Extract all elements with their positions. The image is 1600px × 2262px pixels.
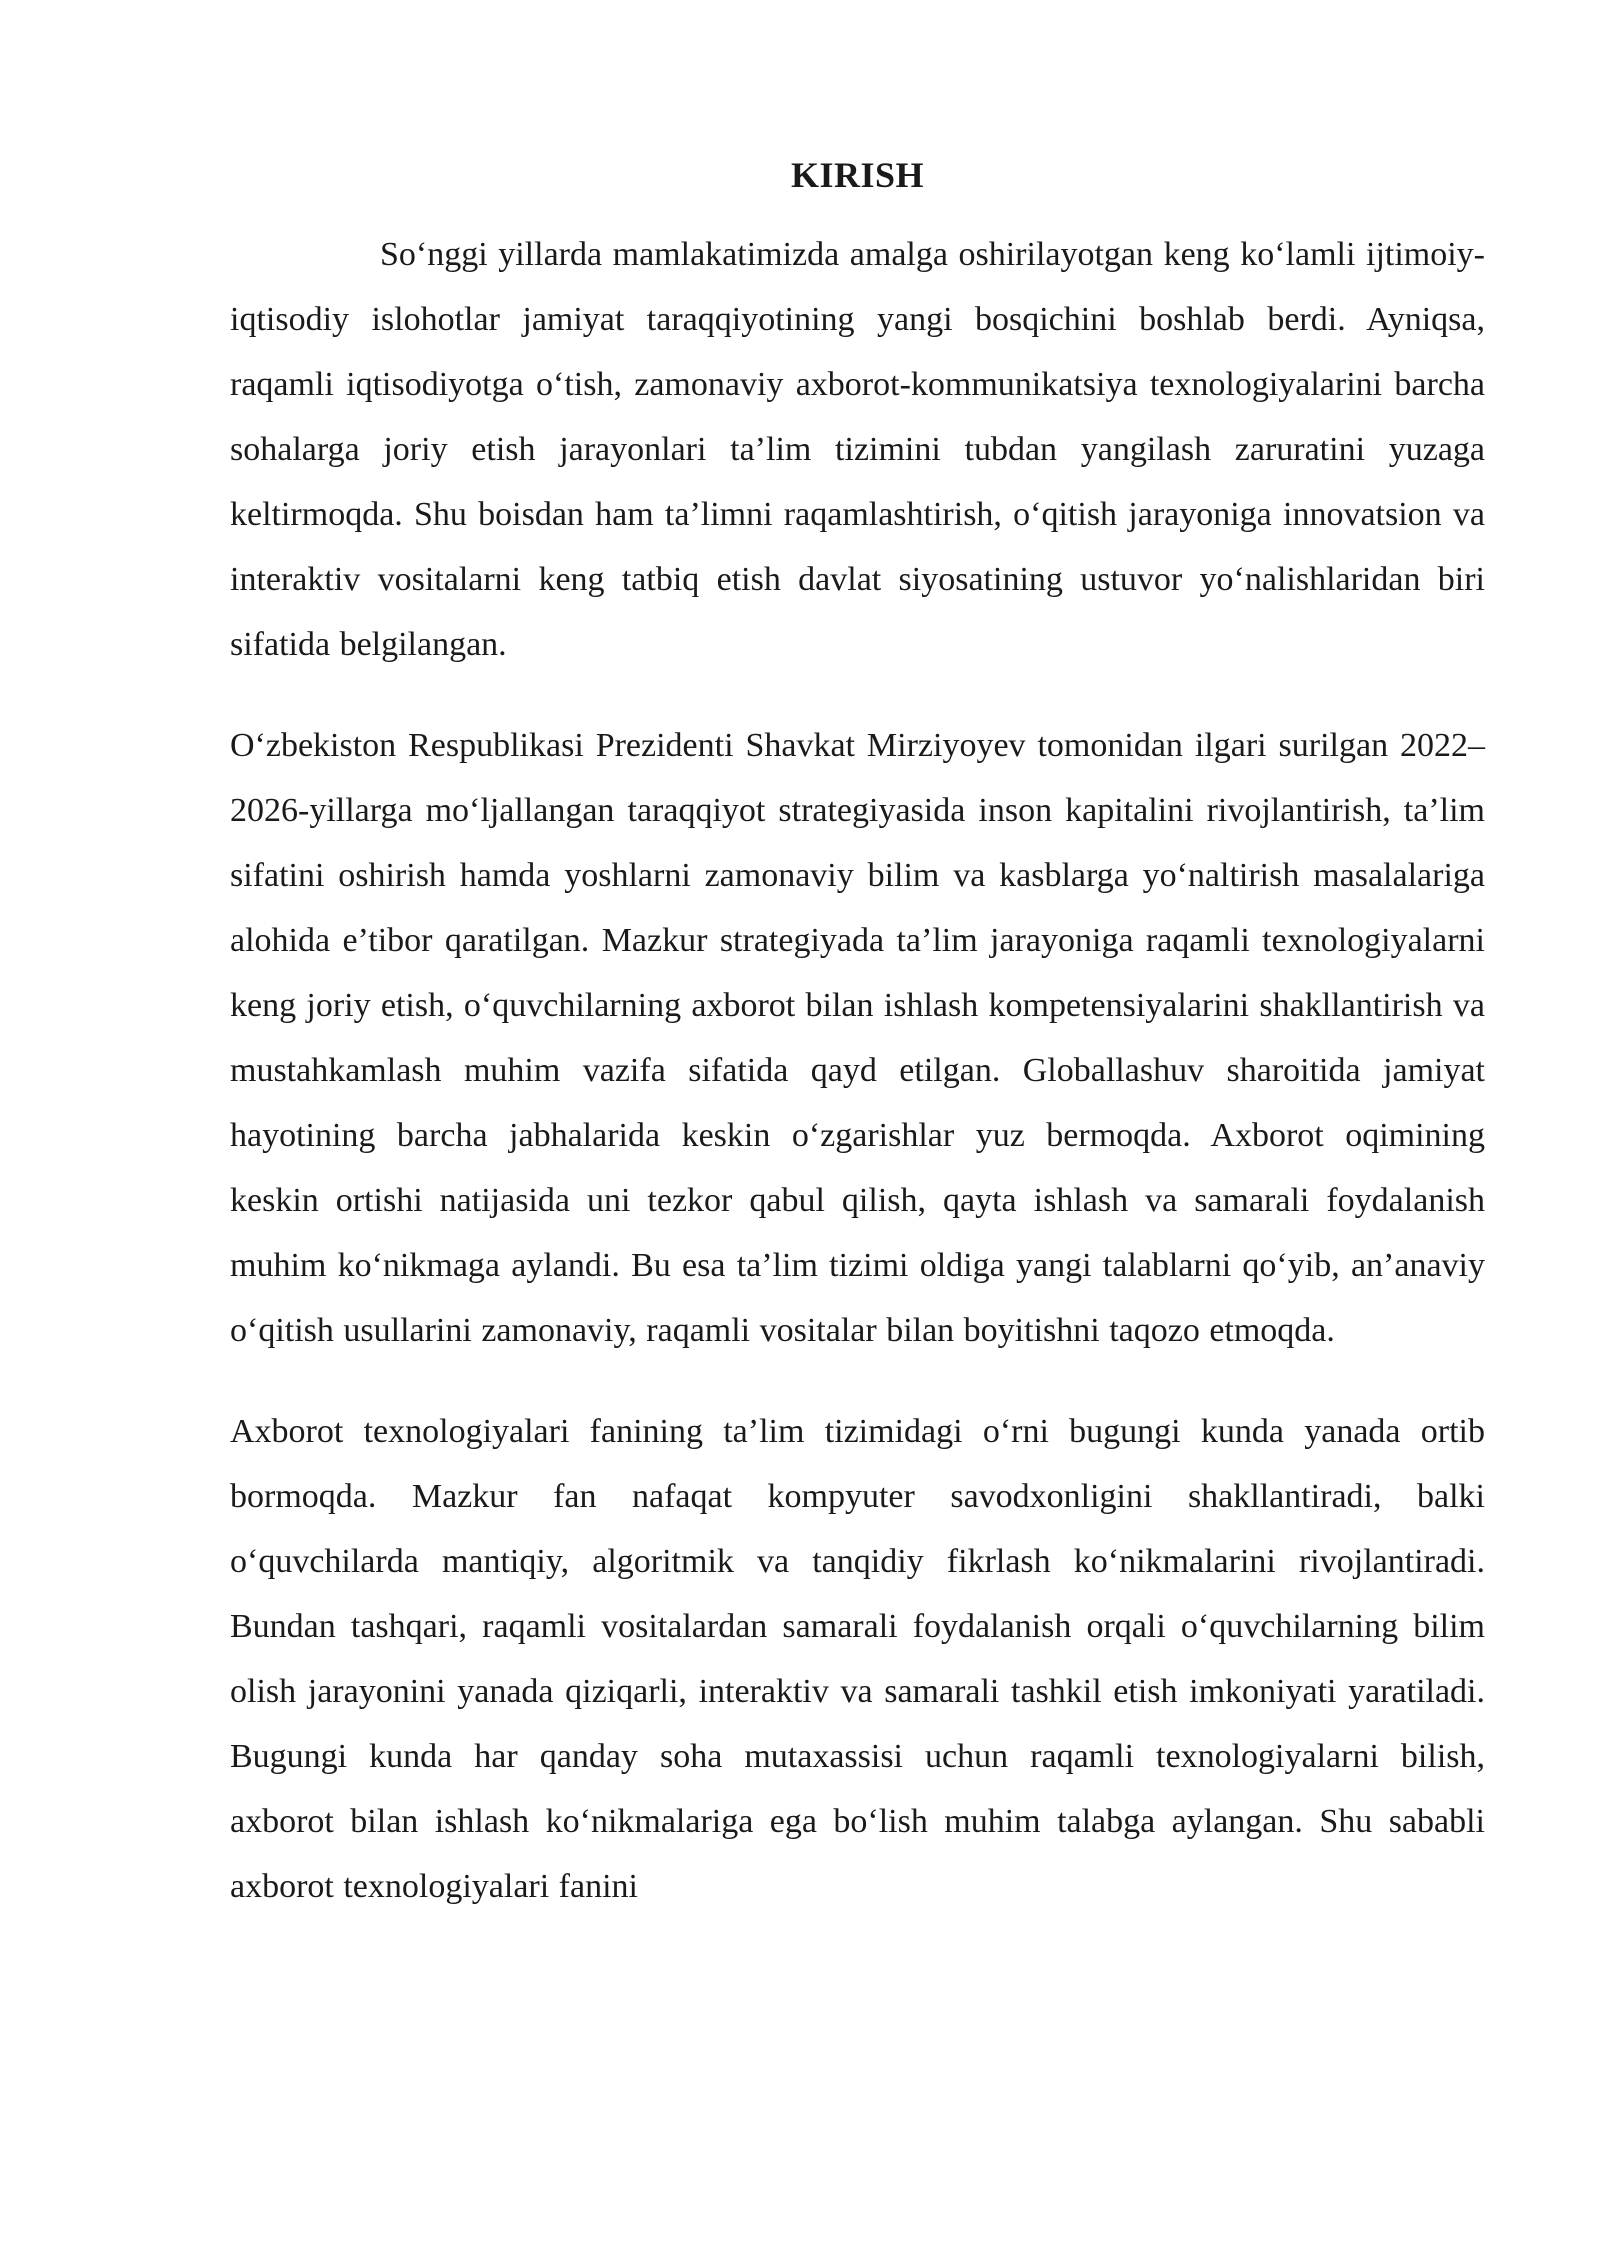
document-page xyxy=(230,150,1485,1919)
page-title: KIRISH xyxy=(790,155,925,195)
paragraph-strategy: O‘zbekiston Respublikasi Prezidenti Shavkat Mirziyoyev tomonidan ilgari surilgan 2022–2026-yillarga mo‘ljallangan taraqqiyot strategiyasida inson kapitalini rivojlantirish, ta’lim sifatini oshirish hamda yoshlarni zamonaviy bilim va kasblarga yo‘naltirish masalalariga alohida e’tibor qaratilgan. Mazkur strategiyada ta’lim jarayoniga raqamli texnologiyalarni keng joriy etish, o‘quvchilarning axborot bilan ishlash kompetensiyalarini shakllantirish va mustahkamlash muhim vazifa sifatida qayd etilgan. Globallashuv sharoitida jamiyat hayotining barcha jabhalarida keskin o‘zgarishlar yuz bermoqda. Axborot oqimining keskin ortishi natijasida uni tezkor qabul qilish, qayta ishlash va samarali foydalanish muhim ko‘nikmaga aylandi. Bu esa ta’lim tizimi oldiga yangi talablarni qo‘yib, an’anaviy o‘qitish usullarini zamonaviy, raqamli vositalar bilan boyitishni taqozo etmoqda. xyxy=(230,727,1485,1349)
paragraph-it-subject: Axborot texnologiyalari fanining ta’lim tizimidagi o‘rni bugungi kunda yanada ortib bormoqda. Mazkur fan nafaqat kompyuter savodxonligini shakllantiradi, balki o‘quvchilarda mantiqiy, algoritmik va tanqidiy fikrlash ko‘nikmalarini rivojlantiradi. Bundan tashqari, raqamli vositalardan samarali foydalanish orqali o‘quvchilarning bilim olish jarayonini yanada qiziqarli, interaktiv va samarali tashkil etish imkoniyati yaratiladi. Bugungi kunda har qanday soha mutaxassisi uchun raqamli texnologiyalarni bilish, axborot bilan ishlash ko‘nikmalariga ega bo‘lish muhim talabga aylangan. Shu sababli axborot texnologiyalari fanini xyxy=(230,1413,1485,1905)
paragraph-intro: So‘nggi yillarda mamlakatimizda amalga oshirilayotgan keng ko‘lamli ijtimoiy-iqtisodiy islohotlar jamiyat taraqqiyotining yangi bosqichini boshlab berdi. Ayniqsa, raqamli iqtisodiyotga o‘tish, zamonaviy axborot-kommunikatsiya texnologiyalarini barcha sohalarga joriy etish jarayonlari ta’lim tizimini tubdan yangilash zaruratini yuzaga keltirmoqda. Shu boisdan ham ta’limni raqamlashtirish, o‘qitish jarayoniga innovatsion va interaktiv vositalarni keng tatbiq etish davlat siyosatining ustuvor yo‘nalishlaridan biri sifatida belgilangan. xyxy=(230,236,1485,663)
